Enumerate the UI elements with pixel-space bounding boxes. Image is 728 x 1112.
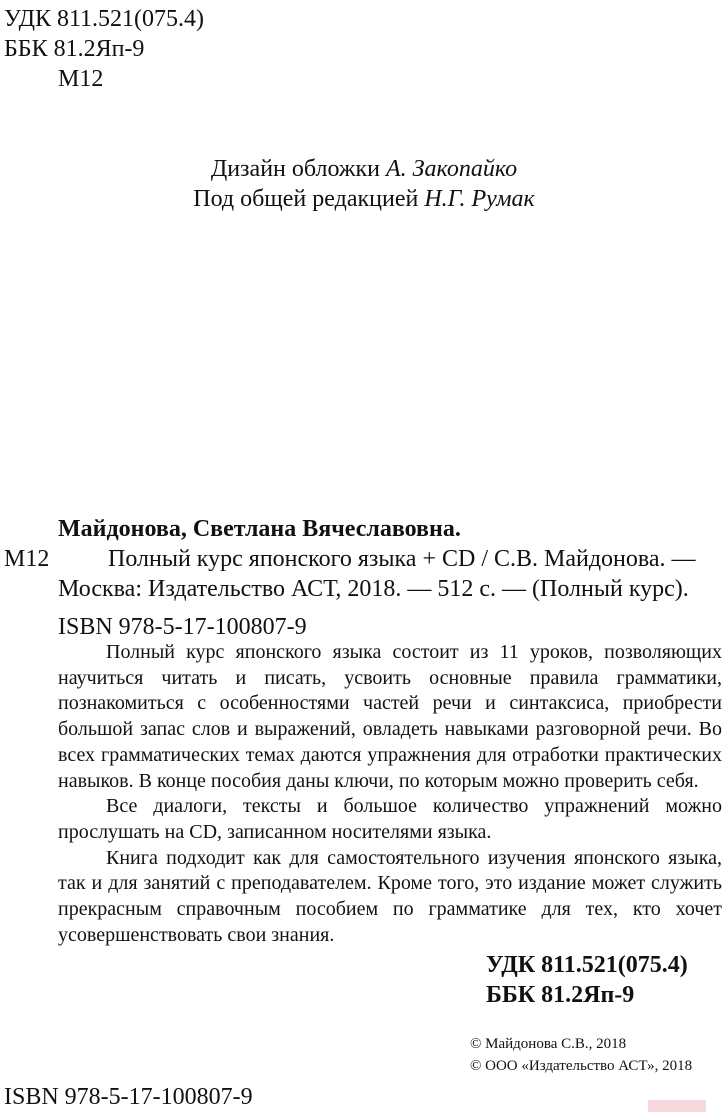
bib-author: Майдонова, Светлана Вячеславовна. — [58, 516, 461, 542]
annotation — [58, 640, 722, 948]
copyright-author: © Майдонова С.В., 2018 — [470, 1036, 627, 1052]
classification-udk: УДК 811.521(075.4) — [486, 952, 688, 978]
header-udk: УДК 811.521(075.4) — [4, 6, 205, 32]
cover-designer-name: А. Закопайко — [385, 156, 518, 182]
annotation-paragraph: Полный курс японского языка состоит из 11 уроков, позволяющих научиться читать и писать, усвоить основные правила грамматики, познакомиться с особенностями частей речи и синтаксиса, приобрести большой запас слов и выражений, овладеть навыками разговорной речи. Во всех грамматических темах даются упражнения для отработки практических навыков. В конце пособия даны ключи, по которым можно проверить себя. — [58, 641, 722, 792]
editor-credit — [0, 184, 728, 214]
bib-publisher-line: Москва: Издательство АСТ, 2018. — 512 с. — (Полный курс). — [58, 576, 689, 602]
footer-isbn: ISBN 978-5-17-100807-9 — [4, 1084, 253, 1110]
copyright-publisher: © ООО «Издательство АСТ», 2018 — [470, 1058, 693, 1074]
header-author-mark: М12 — [58, 66, 104, 92]
editor-name: Н.Г. Румак — [424, 186, 535, 212]
bib-isbn: ISBN 978-5-17-100807-9 — [58, 614, 307, 640]
editor-label: Под общей редакцией — [193, 186, 425, 212]
annotation-paragraph: Книга подходит как для самостоятельного изучения японского языка, так и для занятий с преподавателем. Кроме того, это издание может служить прекрасным справочным пособием по грамматике для тех, кто хочет усовершенствовать свои знания. — [58, 846, 722, 946]
bib-author-mark: М12 — [4, 546, 50, 572]
cover-design-credit — [0, 154, 728, 184]
header-bbk: ББК 81.2Яп-9 — [4, 36, 145, 62]
scan-mark — [648, 1100, 706, 1112]
cover-design-label: Дизайн обложки — [210, 156, 386, 182]
classification-bbk: ББК 81.2Яп-9 — [486, 982, 635, 1008]
annotation-paragraph: Все диалоги, тексты и большое количество упражнений можно прослушать на CD, записанном носителями языка. — [58, 795, 722, 843]
bib-title-line: Полный курс японского языка + CD / С.В. Майдонова. — — [108, 546, 696, 572]
